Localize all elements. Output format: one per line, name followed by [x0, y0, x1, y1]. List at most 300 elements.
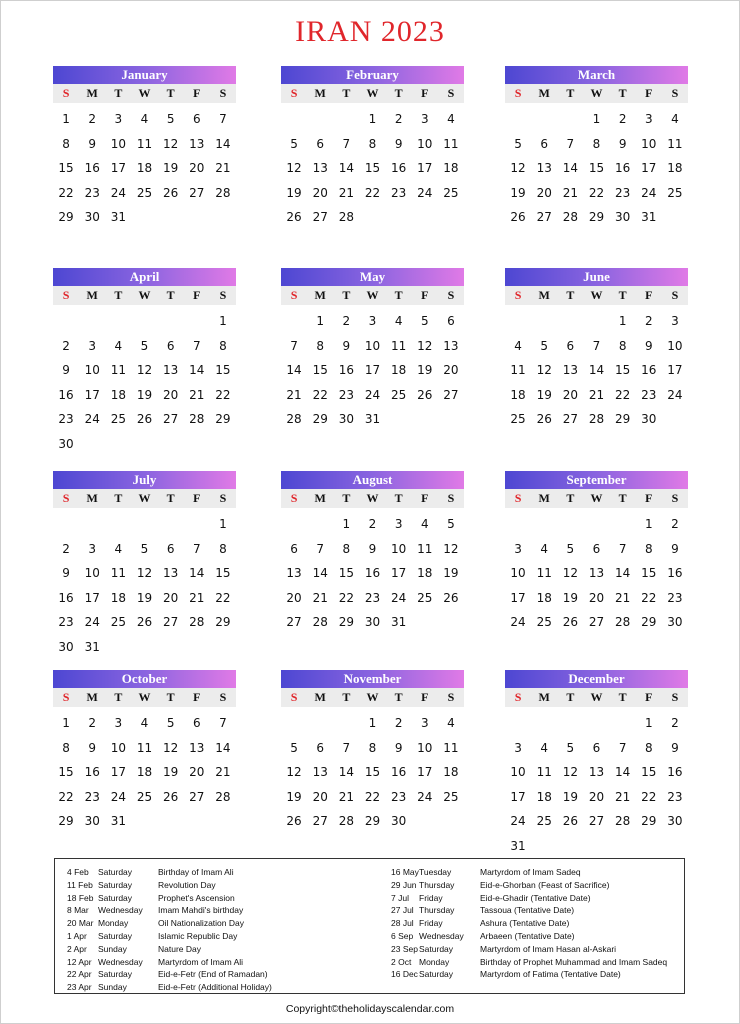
empty-cell — [610, 711, 636, 736]
day-cell: 10 — [364, 338, 381, 353]
day-cell: 4 — [140, 112, 149, 126]
day-grid — [281, 107, 464, 230]
day-cell: 3 — [514, 541, 522, 556]
month-february — [281, 66, 464, 230]
day-cell: 28 — [338, 210, 354, 224]
day-grid — [53, 107, 236, 230]
empty-cell — [583, 309, 609, 334]
day-cell: 23 — [390, 185, 407, 200]
holiday-day: Monday — [98, 918, 129, 929]
day-cell: 13 — [312, 765, 328, 779]
day-cell: 12 — [510, 161, 526, 175]
day-cell: 30 — [667, 615, 683, 629]
day-cell: 13 — [189, 740, 205, 755]
holiday-day: Saturday — [98, 879, 133, 890]
day-cell: 1 — [62, 716, 70, 730]
day-cell: 2 — [368, 517, 377, 531]
day-cell: 1 — [368, 112, 377, 126]
day-cell: 27 — [562, 412, 578, 426]
weekday-label: S — [514, 288, 522, 302]
month-may — [281, 268, 464, 432]
day-cell: 4 — [114, 541, 123, 556]
day-cell: 30 — [58, 436, 74, 451]
holiday-date: 2 Oct — [391, 956, 412, 967]
day-cell: 24 — [110, 789, 126, 804]
day-cell: 16 — [364, 566, 381, 580]
weekday-label: T — [566, 690, 575, 704]
holiday-list — [54, 858, 685, 994]
day-cell: 8 — [342, 541, 351, 556]
day-cell: 3 — [514, 740, 522, 755]
day-cell: 19 — [162, 161, 179, 175]
weekday-label: S — [62, 288, 70, 302]
day-cell: 29 — [58, 210, 74, 224]
day-cell: 18 — [536, 789, 552, 804]
weekday-label: F — [421, 491, 429, 505]
day-cell: 12 — [162, 136, 179, 151]
day-cell: 17 — [417, 161, 433, 175]
day-cell: 21 — [588, 387, 605, 402]
day-cell: 17 — [510, 590, 526, 605]
day-cell: 29 — [215, 412, 231, 426]
empty-cell — [307, 711, 333, 736]
holiday-date: 8 Mar — [67, 905, 89, 916]
weekday-label: F — [193, 690, 201, 704]
day-cell: 12 — [136, 363, 153, 377]
day-cell: 5 — [420, 314, 429, 328]
day-cell: 1 — [219, 314, 227, 328]
day-cell: 19 — [286, 789, 302, 804]
day-cell: 4 — [540, 541, 549, 556]
day-cell: 26 — [417, 387, 433, 402]
day-cell: 17 — [110, 161, 126, 175]
holiday-name: Martyrdom of Fatima (Tentative Date) — [480, 969, 621, 980]
day-cell: 18 — [390, 363, 407, 377]
holiday-date: 27 Jul — [391, 905, 414, 916]
weekday-label: T — [618, 491, 627, 505]
day-cell: 22 — [58, 185, 74, 200]
month-name: October — [53, 670, 236, 688]
weekday-label: W — [366, 288, 379, 302]
month-name: August — [281, 471, 464, 489]
day-cell: 7 — [316, 541, 325, 556]
weekday-row — [505, 688, 688, 707]
empty-cell — [158, 512, 184, 537]
day-cell: 3 — [114, 112, 123, 126]
weekday-label: T — [394, 690, 403, 704]
day-cell: 19 — [510, 185, 526, 200]
holiday-name: Imam Mahdi's birthday — [158, 905, 244, 916]
weekday-label: F — [421, 690, 429, 704]
day-cell: 19 — [136, 387, 153, 402]
day-cell: 8 — [219, 338, 227, 353]
day-cell: 14 — [215, 136, 231, 151]
day-cell: 10 — [84, 566, 100, 580]
day-cell: 19 — [443, 566, 459, 580]
day-cell: 24 — [641, 185, 657, 200]
weekday-label: S — [514, 86, 522, 100]
day-cell: 5 — [290, 740, 298, 755]
day-cell: 9 — [394, 740, 403, 755]
month-october — [53, 670, 236, 834]
day-cell: 3 — [671, 314, 679, 328]
empty-cell — [158, 309, 184, 334]
holiday-day: Thursday — [419, 905, 455, 916]
holiday-day: Saturday — [419, 943, 454, 954]
weekday-label: F — [193, 288, 201, 302]
month-march — [505, 66, 688, 230]
weekday-label: M — [538, 491, 550, 505]
weekday-label: F — [645, 690, 653, 704]
day-grid — [505, 107, 688, 230]
empty-cell — [307, 512, 333, 537]
day-cell: 24 — [364, 387, 381, 402]
holiday-name: Arbaeen (Tentative Date) — [480, 930, 575, 941]
weekday-row — [505, 489, 688, 508]
day-cell: 5 — [140, 338, 149, 353]
day-cell: 5 — [566, 541, 575, 556]
holiday-date: 29 Jun — [391, 879, 417, 890]
holiday-day: Wednesday — [419, 930, 464, 941]
day-cell: 22 — [312, 387, 328, 402]
day-cell: 3 — [114, 716, 123, 730]
day-cell: 23 — [614, 185, 631, 200]
day-cell: 11 — [536, 566, 552, 580]
weekday-label: S — [290, 288, 298, 302]
empty-cell — [281, 107, 307, 132]
weekday-label: W — [138, 690, 151, 704]
holiday-date: 7 Jul — [391, 892, 409, 903]
day-cell: 8 — [644, 541, 653, 556]
day-cell: 31 — [84, 639, 100, 654]
day-cell: 4 — [394, 314, 403, 328]
day-cell: 18 — [110, 590, 126, 605]
holiday-date: 1 Apr — [67, 930, 87, 941]
day-cell: 11 — [390, 338, 407, 353]
day-cell: 27 — [312, 814, 328, 828]
day-cell: 7 — [342, 136, 351, 151]
day-cell: 6 — [316, 136, 325, 151]
day-cell: 22 — [641, 789, 657, 804]
day-cell: 22 — [364, 185, 381, 200]
day-cell: 18 — [136, 765, 153, 779]
day-cell: 26 — [562, 615, 578, 629]
holiday-name: Martyrdom of Imam Sadeq — [480, 867, 581, 877]
day-cell: 12 — [286, 161, 302, 175]
day-cell: 27 — [536, 210, 552, 224]
holiday-name: Oil Nationalization Day — [158, 918, 244, 929]
month-name: September — [505, 471, 688, 489]
holiday-date: 16 Dec — [391, 969, 418, 980]
day-cell: 7 — [618, 740, 627, 755]
weekday-label: M — [314, 491, 326, 505]
day-cell: 16 — [390, 161, 407, 175]
day-cell: 9 — [671, 541, 679, 556]
empty-cell — [557, 107, 583, 132]
day-cell: 28 — [215, 185, 231, 200]
holiday-name: Revolution Day — [158, 879, 216, 890]
day-cell: 28 — [614, 615, 631, 629]
day-cell: 19 — [536, 387, 552, 402]
day-cell: 11 — [536, 765, 552, 779]
weekday-label: M — [538, 86, 550, 100]
day-cell: 1 — [592, 112, 601, 126]
day-cell: 17 — [110, 765, 126, 779]
weekday-row — [505, 84, 688, 103]
day-cell: 30 — [84, 210, 100, 224]
holiday-date: 11 Feb — [67, 879, 93, 890]
day-cell: 25 — [390, 387, 407, 402]
day-cell: 25 — [536, 814, 552, 828]
day-cell: 21 — [562, 185, 578, 200]
holiday-name: Martyrdom of Imam Ali — [158, 956, 244, 967]
empty-cell — [281, 512, 307, 537]
day-cell: 27 — [588, 615, 605, 629]
day-cell: 21 — [189, 387, 205, 402]
day-cell: 28 — [189, 412, 205, 426]
day-cell: 30 — [338, 412, 354, 426]
day-cell: 21 — [312, 590, 328, 605]
day-cell: 10 — [417, 740, 433, 755]
month-december — [505, 670, 688, 858]
day-cell: 16 — [58, 387, 74, 402]
day-cell: 29 — [641, 814, 657, 828]
day-cell: 8 — [219, 541, 227, 556]
day-cell: 9 — [62, 363, 70, 377]
holiday-name: Eid-e-Ghadir (Tentative Date) — [480, 892, 591, 903]
day-cell: 22 — [338, 590, 354, 605]
weekday-label: S — [290, 690, 298, 704]
day-cell: 14 — [562, 161, 578, 175]
day-cell: 11 — [110, 566, 126, 580]
weekday-label: W — [590, 86, 603, 100]
day-cell: 21 — [338, 185, 354, 200]
month-name: March — [505, 66, 688, 84]
day-cell: 26 — [162, 185, 179, 200]
weekday-label: F — [193, 86, 201, 100]
day-cell: 5 — [290, 136, 298, 151]
day-cell: 6 — [592, 740, 601, 755]
copyright-footer: Copyright©theholidayscalendar.com — [285, 1003, 455, 1015]
day-cell: 22 — [364, 789, 381, 804]
weekday-label: T — [114, 86, 123, 100]
day-cell: 2 — [88, 716, 97, 730]
day-cell: 11 — [136, 136, 153, 151]
day-cell: 14 — [588, 363, 605, 377]
weekday-label: F — [421, 288, 429, 302]
weekday-label: M — [314, 86, 326, 100]
day-cell: 24 — [510, 814, 526, 828]
day-cell: 15 — [58, 765, 74, 779]
day-cell: 4 — [514, 338, 522, 353]
weekday-label: M — [314, 288, 326, 302]
weekday-label: W — [138, 491, 151, 505]
weekday-row — [53, 84, 236, 103]
day-cell: 2 — [671, 517, 679, 531]
holiday-name: Ashura (Tentative Date) — [480, 918, 570, 929]
day-cell: 27 — [312, 210, 328, 224]
day-cell: 22 — [614, 387, 631, 402]
day-cell: 17 — [364, 363, 381, 377]
day-cell: 6 — [316, 740, 325, 755]
day-cell: 3 — [88, 338, 97, 353]
weekday-row — [53, 489, 236, 508]
day-cell: 14 — [286, 363, 302, 377]
day-cell: 27 — [286, 615, 302, 629]
day-cell: 8 — [62, 136, 70, 151]
day-cell: 13 — [588, 765, 605, 779]
day-cell: 7 — [342, 740, 351, 755]
day-cell: 6 — [166, 541, 175, 556]
day-cell: 14 — [215, 740, 231, 755]
day-cell: 7 — [219, 716, 227, 730]
day-cell: 15 — [364, 765, 381, 779]
empty-cell — [583, 512, 609, 537]
day-cell: 15 — [641, 765, 657, 779]
day-cell: 7 — [566, 136, 575, 151]
day-cell: 23 — [667, 590, 683, 605]
day-cell: 18 — [510, 387, 526, 402]
day-cell: 23 — [390, 789, 407, 804]
day-cell: 1 — [618, 314, 627, 328]
day-cell: 14 — [614, 765, 631, 779]
day-cell: 7 — [618, 541, 627, 556]
day-cell: 30 — [364, 615, 381, 629]
day-cell: 30 — [58, 639, 74, 654]
day-cell: 19 — [286, 185, 302, 200]
weekday-label: F — [645, 288, 653, 302]
holiday-name: Eid-e-Ghorban (Feast of Sacrifice) — [480, 879, 610, 890]
day-cell: 17 — [641, 161, 657, 175]
day-grid — [505, 512, 688, 635]
day-cell: 7 — [219, 112, 227, 126]
holiday-date: 18 Feb — [67, 892, 94, 903]
day-cell: 13 — [189, 136, 205, 151]
day-cell: 24 — [390, 590, 407, 605]
day-cell: 3 — [420, 112, 429, 126]
holiday-day: Saturday — [98, 930, 133, 941]
weekday-row — [281, 84, 464, 103]
day-cell: 10 — [84, 363, 100, 377]
day-cell: 1 — [342, 517, 351, 531]
day-cell: 15 — [58, 161, 74, 175]
month-name: December — [505, 670, 688, 688]
weekday-label: T — [618, 86, 627, 100]
month-name: April — [53, 268, 236, 286]
day-cell: 26 — [162, 789, 179, 804]
day-cell: 5 — [514, 136, 522, 151]
day-cell: 4 — [447, 716, 455, 730]
empty-cell — [131, 309, 157, 334]
month-name: January — [53, 66, 236, 84]
day-cell: 20 — [562, 387, 578, 402]
day-cell: 24 — [510, 615, 526, 629]
day-cell: 16 — [84, 161, 100, 175]
weekday-label: S — [62, 86, 70, 100]
day-cell: 23 — [641, 387, 657, 402]
day-cell: 20 — [312, 789, 328, 804]
weekday-label: S — [447, 491, 455, 505]
weekday-label: S — [290, 86, 298, 100]
day-cell: 2 — [394, 716, 403, 730]
day-cell: 18 — [417, 566, 433, 580]
day-cell: 31 — [110, 814, 126, 828]
month-name: November — [281, 670, 464, 688]
weekday-label: T — [566, 288, 575, 302]
weekday-label: T — [166, 491, 175, 505]
day-cell: 6 — [192, 716, 201, 730]
weekday-label: F — [645, 86, 653, 100]
day-cell: 9 — [368, 541, 377, 556]
day-cell: 16 — [614, 161, 631, 175]
day-cell: 5 — [166, 112, 175, 126]
day-cell: 23 — [84, 185, 100, 200]
day-cell: 20 — [286, 590, 302, 605]
day-cell: 29 — [215, 615, 231, 629]
day-cell: 4 — [447, 112, 455, 126]
weekday-label: W — [138, 86, 151, 100]
day-cell: 2 — [671, 716, 679, 730]
day-cell: 8 — [368, 740, 377, 755]
holiday-day: Monday — [419, 956, 450, 967]
day-cell: 13 — [312, 161, 328, 175]
day-cell: 24 — [417, 185, 433, 200]
day-cell: 16 — [84, 765, 100, 779]
day-cell: 26 — [286, 210, 302, 224]
empty-cell — [557, 309, 583, 334]
day-cell: 20 — [588, 789, 605, 804]
empty-cell — [105, 512, 131, 537]
day-cell: 31 — [364, 412, 381, 426]
day-cell: 13 — [562, 363, 578, 377]
day-cell: 29 — [641, 615, 657, 629]
weekday-label: T — [342, 86, 351, 100]
day-cell: 1 — [219, 517, 227, 531]
weekday-label: S — [447, 690, 455, 704]
day-cell: 26 — [443, 590, 459, 605]
empty-cell — [583, 711, 609, 736]
day-cell: 12 — [536, 363, 552, 377]
weekday-label: T — [166, 288, 175, 302]
day-cell: 3 — [644, 112, 653, 126]
weekday-row — [281, 286, 464, 305]
day-cell: 8 — [316, 338, 325, 353]
day-cell: 26 — [136, 412, 153, 426]
day-cell: 25 — [110, 412, 126, 426]
day-cell: 18 — [443, 765, 459, 779]
day-cell: 15 — [588, 161, 605, 175]
day-cell: 20 — [162, 590, 179, 605]
day-cell: 14 — [189, 566, 205, 580]
day-cell: 10 — [110, 136, 126, 151]
day-cell: 31 — [110, 210, 126, 224]
day-cell: 28 — [286, 412, 302, 426]
empty-cell — [557, 512, 583, 537]
day-cell: 1 — [368, 716, 377, 730]
weekday-label: S — [219, 86, 227, 100]
day-cell: 17 — [84, 387, 100, 402]
day-cell: 12 — [286, 765, 302, 779]
weekday-label: S — [671, 288, 679, 302]
weekday-label: T — [166, 690, 175, 704]
day-cell: 2 — [88, 112, 97, 126]
day-cell: 4 — [540, 740, 549, 755]
day-cell: 15 — [641, 566, 657, 580]
day-cell: 15 — [215, 566, 231, 580]
holiday-date: 2 Apr — [67, 943, 87, 954]
month-name: June — [505, 268, 688, 286]
day-cell: 2 — [394, 112, 403, 126]
